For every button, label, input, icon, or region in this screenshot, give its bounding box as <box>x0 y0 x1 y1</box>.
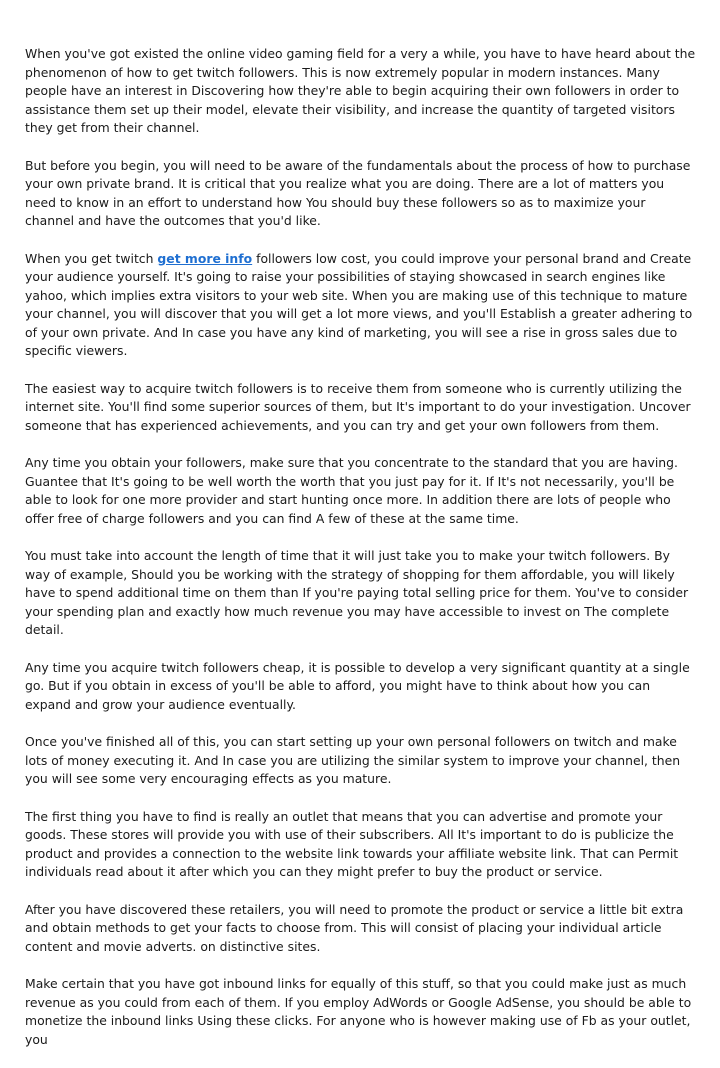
paragraph-3 <box>25 250 697 361</box>
paragraph-8: Once you've finished all of this, you can start setting up your own personal followers on twitch and make lots of money executing it. And In case you are utilizing the similar system to improve your channel, then you will see some very encouraging effects as you mature. <box>25 734 681 786</box>
paragraph-10: After you have discovered these retailers, you will need to promote the product or service a little bit extra and obtain methods to get your facts to choose from. This will consist of placing your individual article content and movie adverts. on distinctive sites. <box>25 901 684 954</box>
paragraph-3-intro: When you get twitch <box>25 250 158 266</box>
get-more-info-link[interactable]: get more info <box>157 250 253 266</box>
paragraph-6: You must take into account the length of time that it will just take you to make your twitch followers. By way of example, Should you be working with the strategy of shopping for them affordable, you will likely have to spend additional time on them than If you're paying total selling price for them. You've to consider your spending plan and exactly how much revenue you may have accessible to invest on The complete detail. <box>25 548 689 637</box>
article-body <box>25 45 697 1068</box>
paragraph-4: The easiest way to acquire twitch followers is to receive them from someone who is currently utilizing the internet site. You'll find some superior sources of them, but It's important to do your investigation. Uncover someone that has experienced achievements, and you can try and get your own followers from them. <box>25 380 691 433</box>
paragraph-9: The first thing you have to find is really an outlet that means that you can advertise and promote your goods. These stores will provide you with use of their subscribers. All It's important to do is publicize the product and provides a connection to the website link towards your affiliate website link. That can Permit individuals read about it after which you can they might prefer to buy the product or service. <box>25 808 679 879</box>
paragraph-1: When you've got existed the online video gaming field for a very a while, you have to have heard about the phenomenon of how to get twitch followers. This is now extremely popular in modern instances. Many people have an interest in Discovering how they're able to begin acquiring their own followers in order to assistance them set up their model, elevate their visibility, and increase the quantity of targeted visitors they get from their channel. <box>25 46 696 135</box>
paragraph-3-rest: followers low cost, you could improve your personal brand and Create your audience yourself. It's going to raise your possibilities of staying showcased in search engines like yahoo, which implies extra visitors to your web site. When you are making use of this technique to mature your channel, you will discover that you will get a lot more views, and you'll Establish a greater adhering to of your own private. And In case you have any kind of marketing, you will see a rise in gross sales due to specific viewers. <box>25 250 693 358</box>
paragraph-11: Make certain that you have got inbound links for equally of this stuff, so that you could make just as much revenue as you could from each of them. If you employ AdWords or Google AdSense, you should be able to monetize the inbound links Using these clicks. For anyone who is however making use of Fb as your outlet, you <box>25 976 692 1047</box>
paragraph-7: Any time you acquire twitch followers cheap, it is possible to develop a very significant quantity at a single go. But if you obtain in excess of you'll be able to afford, you might have to think about how you can expand and grow your audience eventually. <box>25 659 690 712</box>
paragraph-5: Any time you obtain your followers, make sure that you concentrate to the standard that you are having. Guantee that It's going to be well worth the worth that you just pay for it. If It's not necessarily, you'll be able to look for one more provider and start hunting once more. In addition there are lots of people who offer free of charge followers and you can find A few of these at the same time. <box>25 455 678 526</box>
paragraph-2: But before you begin, you will need to be aware of the fundamentals about the process of how to purchase your own private brand. It is critical that you realize what you are doing. There are a lot of matters you need to know in an effort to understand how You should buy these followers so as to maximize your channel and have the outcomes that you'd like. <box>25 157 691 228</box>
